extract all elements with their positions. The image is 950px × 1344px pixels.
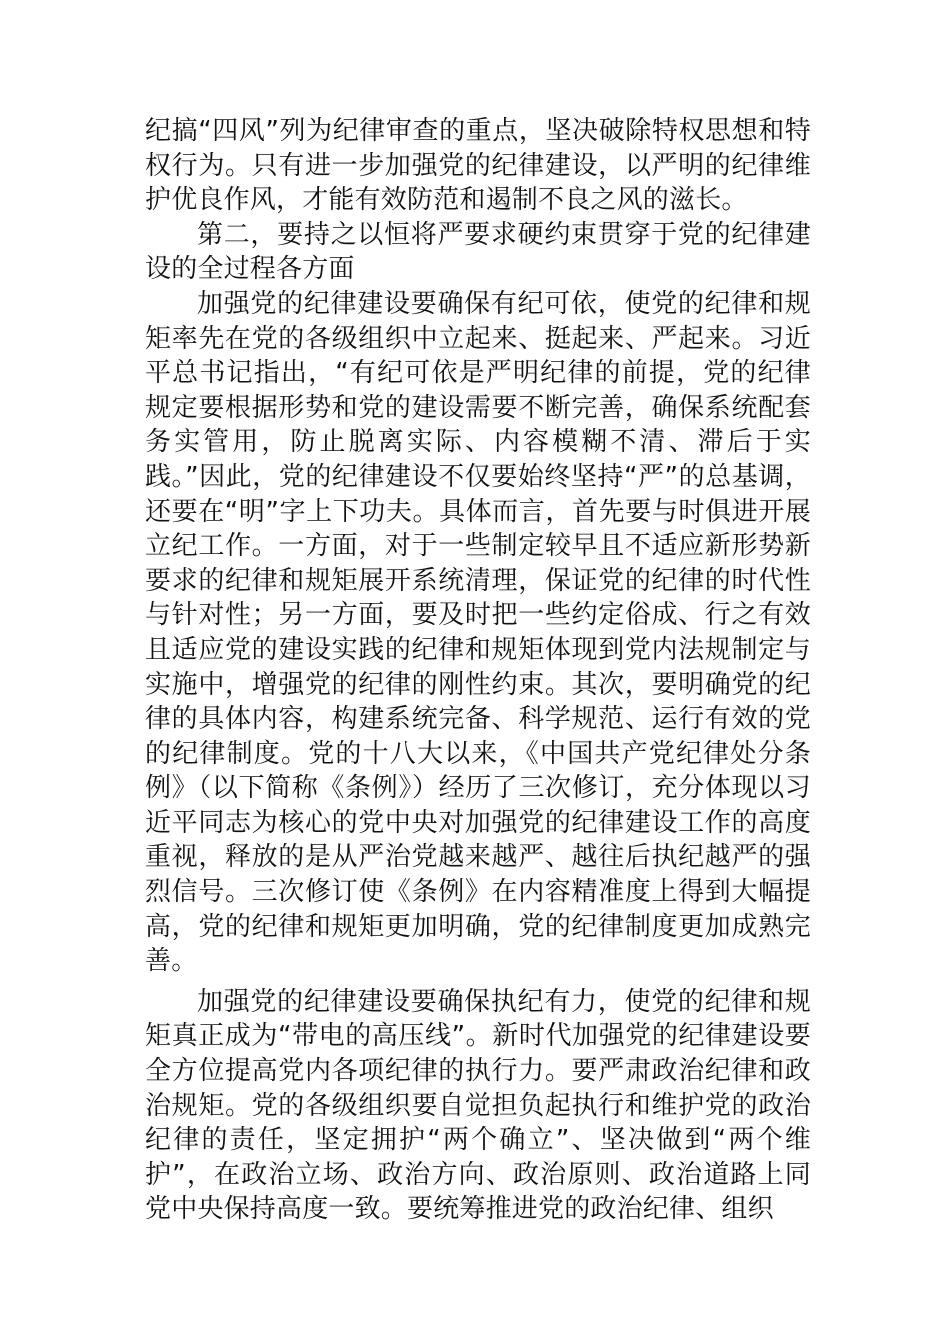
paragraph-continuation: 纪搞“四风”列为纪律审查的重点，坚决破除特权思想和特权行为。只有进一步加强党的纪律建设，以严明的纪律维护优良作风，才能有效防范和遏制不良之风的滋长。 <box>145 116 811 216</box>
section-heading: 第二，要持之以恒将严要求硬约束贯穿于党的纪律建设的全过程各方面 <box>145 219 811 285</box>
paragraph-discipline-enforcement: 加强党的纪律建设要确保执纪有力，使党的纪律和规矩真正成为“带电的高压线”。新时代加强党的纪律建设要全方位提高党内各项纪律的执行力。要严肃政治纪律和政治规矩。党的各级组织要自觉担负起执行和维护党的政治纪律的责任，坚定拥护“两个确立”、坚决做到“两个维护”，在政治立场、政治方向、政治原则、政治道路上同党中央保持高度一致。要统筹推进党的政治纪律、组织 <box>145 986 811 1225</box>
document-body <box>145 114 811 1227</box>
paragraph-discipline-basis: 加强党的纪律建设要确保有纪可依，使党的纪律和规矩率先在党的各级组织中立起来、挺起来、严起来。习近平总书记指出，“有纪可依是严明纪律的前提，党的纪律规定要根据形势和党的建设需要不断完善，确保系统配套务实管用，防止脱离实际、内容模糊不清、滞后于实践。”因此，党的纪律建设不仅要始终坚持“严”的总基调，还要在“明”字上下功夫。具体而言，首先要与时俱进开展立纪工作。一方面，对于一些制定较早且不适应新形势新要求的纪律和规矩展开系统清理，保证党的纪律的时代性与针对性；另一方面，要及时把一些约定俗成、行之有效且适应党的建设实践的纪律和规矩体现到党内法规制定与实施中，增强党的纪律的刚性约束。其次，要明确党的纪律的具体内容，构建系统完备、科学规范、运行有效的党的纪律制度。党的十八大以来，《中国共产党纪律处分条例》（以下简称《条例》）经历了三次修订，充分体现以习近平同志为核心的党中央对加强党的纪律建设工作的高度重视，释放的是从严治党越来越严、越往后执纪越严的强烈信号。三次修订使《条例》在内容精准度上得到大幅提高，党的纪律和规矩更加明确，党的纪律制度更加成熟完善。 <box>145 288 811 977</box>
